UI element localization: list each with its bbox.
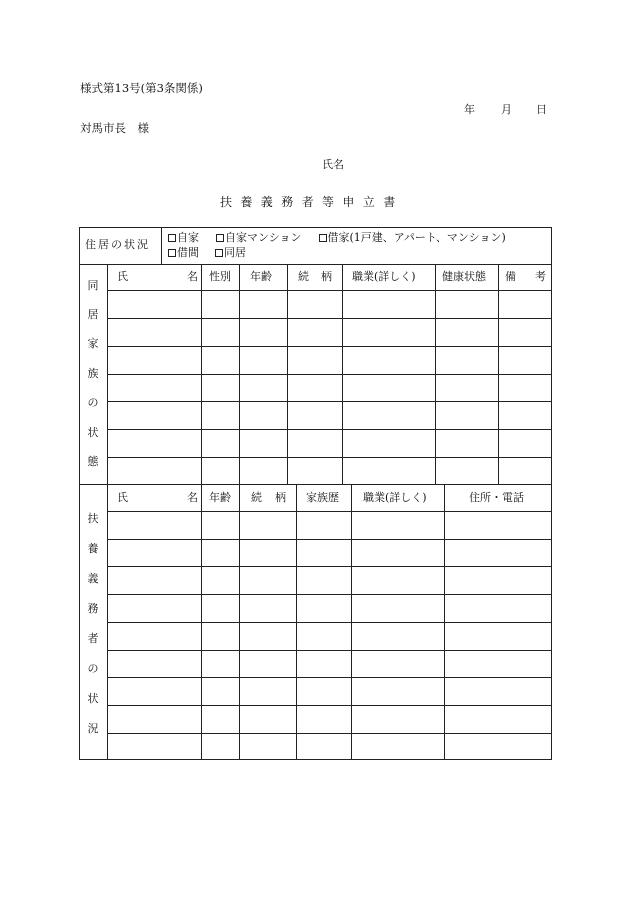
checkbox-own-condo[interactable]: 自家マンション — [216, 231, 302, 244]
col-header-occupation: 職業(詳しく) — [363, 491, 427, 504]
supporters-side-label-char: 務 — [87, 602, 99, 615]
document-title: 扶養義務者等申立書 — [220, 195, 404, 209]
supporters-side-label-char: 養 — [87, 542, 99, 555]
col-header-relation: 柄 — [321, 270, 332, 283]
addressee: 対馬市長 様 — [80, 121, 149, 135]
date-year-label: 年 — [464, 103, 475, 116]
col-header-age: 年齢 — [250, 270, 272, 283]
row-line — [107, 622, 551, 623]
section-divider — [80, 264, 551, 265]
col-header-name: 名 — [187, 270, 198, 283]
row-line — [107, 650, 551, 651]
col-header-address-phone: 住所・電話 — [469, 491, 524, 504]
row-line — [107, 594, 551, 595]
checkbox-own-house[interactable]: 自家 — [168, 231, 199, 244]
checkbox-icon — [216, 234, 224, 242]
row-line — [107, 401, 551, 402]
row-line — [107, 539, 551, 540]
supporters-side-label-char: 状 — [87, 692, 99, 705]
header-row-line — [107, 511, 551, 512]
supporters-side-label-char: 義 — [87, 572, 99, 585]
cohabiting-side-label-char: 状 — [87, 426, 99, 439]
supporters-side-label-char: 者 — [87, 632, 99, 645]
row-line — [107, 566, 551, 567]
form-table — [79, 227, 552, 760]
checkbox-icon — [168, 249, 176, 257]
supporters-side-label-char: 扶 — [87, 512, 99, 525]
col-header-occupation: 職業(詳しく) — [352, 270, 416, 283]
row-line — [107, 457, 551, 458]
cohabiting-side-label-char: 態 — [87, 455, 99, 468]
checkbox-rented-room[interactable]: 借間 — [168, 246, 199, 259]
residence-label: 住居の状況 — [85, 238, 150, 251]
col-header-name: 氏 — [117, 270, 128, 283]
checkbox-icon — [168, 234, 176, 242]
section-divider — [80, 484, 551, 485]
col-header-health: 健康状態 — [442, 270, 486, 283]
row-line — [107, 705, 551, 706]
residence-divider — [161, 228, 162, 264]
col-header-relation: 続 — [298, 270, 309, 283]
cohabiting-side-label-char: 家 — [87, 337, 99, 350]
row-line — [107, 318, 551, 319]
cohabiting-side-label-char: 同 — [87, 279, 99, 292]
row-line — [107, 374, 551, 375]
col-header-relation: 柄 — [275, 491, 286, 504]
header-row-line — [107, 290, 551, 291]
col-header-name: 氏 — [117, 491, 128, 504]
residence-options-line1 — [168, 231, 506, 245]
checkbox-icon — [319, 234, 327, 242]
form-number: 様式第13号(第3条関係) — [80, 81, 203, 95]
col-header-name: 名 — [187, 491, 198, 504]
supporters-side-label-char: の — [87, 662, 99, 675]
date-month-label: 月 — [501, 103, 512, 116]
cohabiting-side-label-char: の — [87, 396, 99, 409]
row-line — [107, 677, 551, 678]
col-header-gender: 性別 — [209, 270, 231, 283]
row-line — [107, 733, 551, 734]
row-line — [107, 346, 551, 347]
row-line — [107, 429, 551, 430]
applicant-name-label: 氏名 — [322, 158, 344, 171]
residence-options-line2 — [168, 246, 246, 260]
col-header-age: 年齢 — [209, 491, 231, 504]
supporters-side-label-char: 況 — [87, 722, 99, 735]
col-header-remarks: 考 — [535, 270, 546, 283]
col-header-remarks: 備 — [505, 270, 516, 283]
cohabiting-side-label-char: 居 — [87, 308, 99, 321]
checkbox-icon — [215, 249, 223, 257]
col-header-family-history: 家族歴 — [306, 491, 339, 504]
cohabiting-side-label-char: 族 — [87, 367, 99, 380]
date-day-label: 日 — [536, 103, 547, 116]
checkbox-rented-house[interactable]: 借家(1戸建、アパート、マンション) — [319, 231, 506, 244]
checkbox-living-together[interactable]: 同居 — [215, 246, 246, 259]
col-header-relation: 続 — [251, 491, 262, 504]
